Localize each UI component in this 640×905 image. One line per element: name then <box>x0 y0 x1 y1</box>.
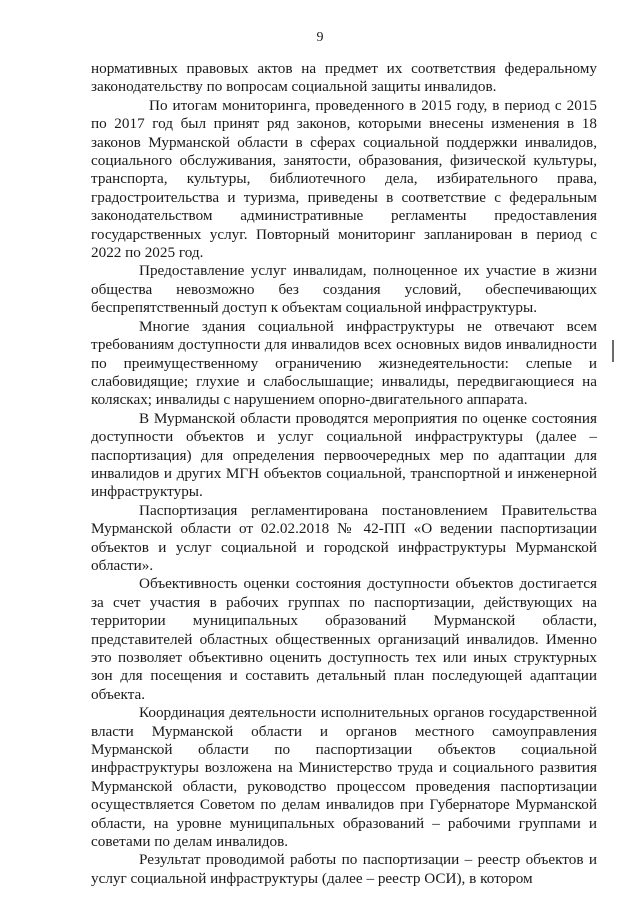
paragraph: Координация деятельности исполнительных органов государственной власти Мурманской области и органов местного самоуправления Мурманской области по паспортизации объектов социальной инфраструктуры возложена на Министерство труда и социального развития Мурманской области, руководство процессом проведения паспортизации осуществляется Советом по делам инвалидов при Губернаторе Мурманской области, на уровне муниципальных образований – рабочими группами и советами по делам инвалидов. <box>91 704 597 851</box>
paragraph: В Мурманской области проводятся мероприятия по оценке состояния доступности объектов и услуг социальной инфраструктуры (далее – паспортизация) для определения первоочередных мер по адаптации для инвалидов и других МГН объектов социальной, транспортной и инженерной инфраструктуры. <box>91 409 597 501</box>
paragraph: Объективность оценки состояния доступности объектов достигается за счет участия в рабочих группах по паспортизации, действующих на территории муниципальных образований Мурманской области, представителей областных общественных организаций инвалидов. Именно это позволяет объективно оценить доступность тех или иных структурных зон для посещения и составить детальный план последующей адаптации объекта. <box>91 575 597 703</box>
margin-mark <box>612 340 614 362</box>
paragraph: Паспортизация регламентирована постановлением Правительства Мурманской области от 02.02.2018 № 42-ПП «О ведении паспортизации объектов и услуг социальной и городской инфраструктуры Мурманской области». <box>91 501 597 574</box>
document-body <box>91 60 597 888</box>
paragraph: Многие здания социальной инфраструктуры не отвечают всем требованиям доступности для инвалидов всех основных видов инвалидности по преимущественному ограничению жизнедеятельности: слепые и слабовидящие; глухие и слабослышащие; инвалиды, передвигающиеся на колясках; инвалиды с нарушением опорно-двигательного аппарата. <box>91 317 597 409</box>
paragraph-continuation: нормативных правовых актов на предмет их соответствия федеральному законодательству по вопросам социальной защиты инвалидов. <box>91 60 597 96</box>
paragraph: Результат проводимой работы по паспортизации – реестр объектов и услуг социальной инфраструктуры (далее – реестр ОСИ), в котором <box>91 851 597 887</box>
page-number: 9 <box>316 30 324 45</box>
paragraph: Предоставление услуг инвалидам, полноценное их участие в жизни общества невозможно без создания условий, обеспечивающих беспрепятственный доступ к объектам социальной инфраструктуры. <box>91 262 597 317</box>
paragraph: По итогам мониторинга, проведенного в 2015 году, в период с 2015 по 2017 год был принят ряд законов, которыми внесены изменения в 18 законов Мурманской области в сферах социальной поддержки инвалидов, социального обслуживания, занятости, образования, физической культуры, транспорта, культуры, библиотечного дела, избирательного права, градостроительства и туризма, приведены в соответствие с федеральным законодательством административные регламенты предоставления государственных услуг. Повторный мониторинг запланирован в период с 2022 по 2025 год. <box>91 96 597 262</box>
